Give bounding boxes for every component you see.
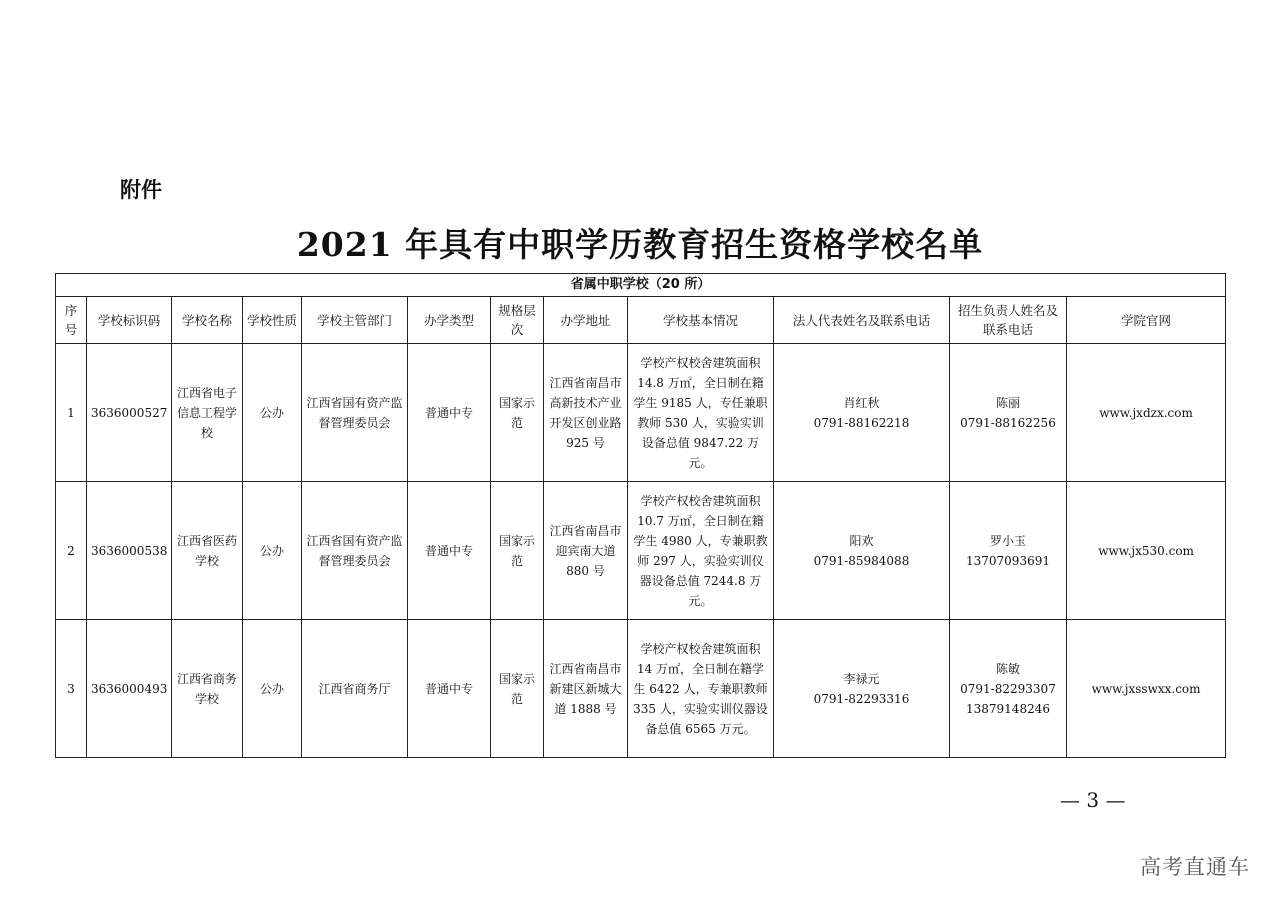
admissions-phone-2: 13879148246 [966,701,1050,716]
admissions-phone: 0791-88162256 [960,415,1056,430]
cell-website: www.jxsswxx.com [1067,620,1226,758]
cell-website: www.jxdzx.com [1067,344,1226,482]
cell-admissions [950,620,1067,758]
header-info: 学校基本情况 [628,297,774,344]
cell-address: 江西省南昌市新建区新城大道 1888 号 [544,620,628,758]
document-title: 2021 年具有中职学历教育招生资格学校名单 [296,225,984,264]
school-list-table [55,273,1226,758]
header-admissions: 招生负责人姓名及联系电话 [950,297,1067,344]
cell-admissions [950,482,1067,620]
legal-name: 阳欢 [849,533,874,548]
cell-admissions [950,344,1067,482]
cell-legal [774,620,950,758]
cell-type: 普通中专 [408,344,491,482]
legal-phone: 0791-82293316 [813,691,910,706]
header-name: 学校名称 [172,297,243,344]
cell-name: 江西省医药学校 [172,482,243,620]
cell-code: 3636000527 [87,344,172,482]
header-row [56,297,1226,344]
cell-nature: 公办 [243,482,302,620]
attachment-label: 附件 [120,178,162,202]
cell-name: 江西省商务学校 [172,620,243,758]
cell-info: 学校产权校舍建筑面积 10.7 万㎡，全日制在籍学生 4980 人，专兼职教师 297 人，实验实训仪器设备总值 7244.8 万元。 [628,482,774,620]
cell-legal [774,344,950,482]
cell-website: www.jx530.com [1067,482,1226,620]
table-row [56,482,1226,620]
legal-name: 李禄元 [843,671,880,686]
legal-phone: 0791-85984088 [813,553,910,568]
header-type: 办学类型 [408,297,491,344]
table-row [56,344,1226,482]
cell-code: 3636000493 [87,620,172,758]
cell-info: 学校产权校舍建筑面积 14.8 万㎡，全日制在籍学生 9185 人，专任兼职教师 530 人，实验实训设备总值 9847.22 万元。 [628,344,774,482]
cell-dept: 江西省国有资产监督管理委员会 [302,482,408,620]
cell-level: 国家示范 [491,620,544,758]
cell-level: 国家示范 [491,344,544,482]
header-seq: 序号 [56,297,87,344]
cell-nature: 公办 [243,620,302,758]
header-legal: 法人代表姓名及联系电话 [774,297,950,344]
section-title: 省属中职学校（20 所） [56,274,1226,297]
admissions-name: 陈敏 [995,661,1020,676]
cell-seq: 2 [56,482,87,620]
header-code: 学校标识码 [87,297,172,344]
table-row [56,620,1226,758]
cell-nature: 公办 [243,344,302,482]
header-address: 办学地址 [544,297,628,344]
cell-type: 普通中专 [408,482,491,620]
legal-name: 肖红秋 [843,395,880,410]
admissions-name: 罗小玉 [989,533,1026,548]
header-level: 规格层次 [491,297,544,344]
header-dept: 学校主管部门 [302,297,408,344]
cell-dept: 江西省商务厅 [302,620,408,758]
cell-info: 学校产权校舍建筑面积 14 万㎡，全日制在籍学生 6422 人，专兼职教师 335 人，实验实训仪器设备总值 6565 万元。 [628,620,774,758]
cell-legal [774,482,950,620]
cell-code: 3636000538 [87,482,172,620]
page-number: — 3 — [1060,788,1126,812]
cell-name: 江西省电子信息工程学校 [172,344,243,482]
header-nature: 学校性质 [243,297,302,344]
header-website: 学院官网 [1067,297,1226,344]
cell-dept: 江西省国有资产监督管理委员会 [302,344,408,482]
watermark: 高考直通车 [1140,855,1250,879]
admissions-name: 陈丽 [995,395,1020,410]
cell-level: 国家示范 [491,482,544,620]
admissions-phone: 13707093691 [966,553,1050,568]
cell-address: 江西省南昌市高新技术产业开发区创业路 925 号 [544,344,628,482]
section-row [56,274,1226,297]
cell-address: 江西省南昌市迎宾南大道 880 号 [544,482,628,620]
cell-type: 普通中专 [408,620,491,758]
legal-phone: 0791-88162218 [813,415,910,430]
admissions-phone: 0791-82293307 [960,681,1056,696]
cell-seq: 3 [56,620,87,758]
cell-seq: 1 [56,344,87,482]
